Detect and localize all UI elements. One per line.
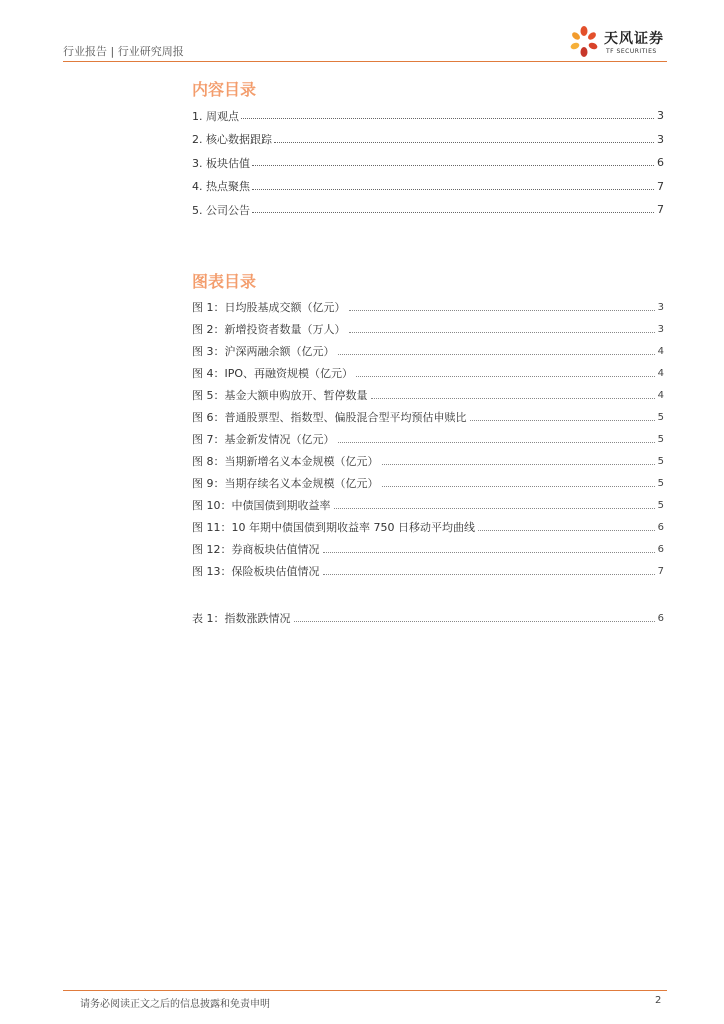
figure-item-label: 图 13：保险板块估值情况 xyxy=(192,565,320,578)
table-item-label: 表 1：指数涨跌情况 xyxy=(192,612,291,625)
toc-item-page: 3 xyxy=(657,109,664,123)
leader-dots xyxy=(323,574,655,575)
leader-dots xyxy=(338,442,655,443)
figure-item-label: 图 3：沪深两融余额（亿元） xyxy=(192,345,335,358)
report-category: 行业报告 | 行业研究周报 xyxy=(63,45,184,58)
leader-dots xyxy=(349,332,655,333)
footer-disclaimer: 请务必阅读正文之后的信息披露和免责申明 xyxy=(80,999,270,1010)
toc-item-label: 3. 板块估值 xyxy=(192,156,250,170)
tables-list xyxy=(192,607,664,629)
leader-dots xyxy=(382,464,655,465)
table-item-page: 6 xyxy=(657,612,664,624)
leader-dots xyxy=(356,376,655,377)
toc-item-page: 7 xyxy=(657,179,664,193)
figure-item-label: 图 8：当期新增名义本金规模（亿元） xyxy=(192,455,379,468)
figure-item-label: 图 10：中债国债到期收益率 xyxy=(192,499,331,512)
logo-english-name: TF SECURITIES xyxy=(606,48,657,55)
figure-item-page: 4 xyxy=(657,367,664,379)
figure-item[interactable] xyxy=(192,516,664,538)
figure-item-page: 5 xyxy=(657,477,664,489)
figure-item-label: 图 4：IPO、再融资规模（亿元） xyxy=(192,367,354,380)
tf-logo-icon xyxy=(568,24,600,60)
figure-item-page: 3 xyxy=(657,323,664,335)
figure-item[interactable] xyxy=(192,494,664,516)
leader-dots xyxy=(371,398,655,399)
leader-dots xyxy=(478,530,655,531)
toc-item-label: 5. 公司公告 xyxy=(192,203,250,217)
toc-list xyxy=(192,104,664,222)
toc-item[interactable] xyxy=(192,198,664,222)
page-number: 2 xyxy=(655,995,662,1006)
company-logo xyxy=(568,24,678,62)
figure-item-page: 6 xyxy=(657,521,664,533)
leader-dots xyxy=(294,621,655,622)
figure-item[interactable] xyxy=(192,428,664,450)
figure-item[interactable] xyxy=(192,384,664,406)
figure-item-label: 图 5：基金大额申购放开、暂停数量 xyxy=(192,389,368,402)
toc-item-label: 2. 核心数据跟踪 xyxy=(192,133,272,147)
figure-item[interactable] xyxy=(192,560,664,582)
leader-dots xyxy=(252,212,654,213)
figure-item-page: 4 xyxy=(657,345,664,357)
figure-item-page: 6 xyxy=(657,543,664,555)
figure-item-page: 3 xyxy=(657,301,664,313)
figures-list xyxy=(192,296,664,582)
figure-item-page: 5 xyxy=(657,433,664,445)
figure-item-page: 5 xyxy=(657,499,664,511)
footer-divider xyxy=(63,990,667,991)
toc-item-page: 7 xyxy=(657,203,664,217)
figures-title: 图表目录 xyxy=(192,272,257,291)
figure-item[interactable] xyxy=(192,406,664,428)
toc-item[interactable] xyxy=(192,104,664,128)
figure-item-label: 图 9：当期存续名义本金规模（亿元） xyxy=(192,477,379,490)
figure-item-label: 图 12：券商板块估值情况 xyxy=(192,543,320,556)
figure-item[interactable] xyxy=(192,340,664,362)
figure-item-label: 图 1：日均股基成交额（亿元） xyxy=(192,301,346,314)
toc-item[interactable] xyxy=(192,175,664,199)
figure-item[interactable] xyxy=(192,318,664,340)
leader-dots xyxy=(241,118,654,119)
leader-dots xyxy=(349,310,655,311)
leader-dots xyxy=(323,552,655,553)
figure-item-label: 图 11：10 年期中债国债到期收益率 750 日移动平均曲线 xyxy=(192,521,475,534)
toc-item-page: 6 xyxy=(657,156,664,170)
figure-item-page: 7 xyxy=(657,565,664,577)
figure-item-page: 5 xyxy=(657,455,664,467)
table-item[interactable] xyxy=(192,607,664,629)
figure-item-label: 图 7：基金新发情况（亿元） xyxy=(192,433,335,446)
leader-dots xyxy=(334,508,655,509)
leader-dots xyxy=(274,142,654,143)
toc-item-label: 1. 周观点 xyxy=(192,109,239,123)
toc-item[interactable] xyxy=(192,151,664,175)
figure-item-label: 图 6：普通股票型、指数型、偏股混合型平均预估申赎比 xyxy=(192,411,467,424)
toc-title: 内容目录 xyxy=(192,80,257,99)
figure-item[interactable] xyxy=(192,450,664,472)
leader-dots xyxy=(252,189,654,190)
figure-item[interactable] xyxy=(192,538,664,560)
toc-item[interactable] xyxy=(192,128,664,152)
toc-item-label: 4. 热点聚焦 xyxy=(192,180,250,194)
figure-item[interactable] xyxy=(192,472,664,494)
leader-dots xyxy=(470,420,655,421)
leader-dots xyxy=(252,165,654,166)
figure-item[interactable] xyxy=(192,362,664,384)
figure-item-page: 4 xyxy=(657,389,664,401)
toc-item-page: 3 xyxy=(657,132,664,146)
leader-dots xyxy=(338,354,655,355)
figure-item-label: 图 2：新增投资者数量（万人） xyxy=(192,323,346,336)
figure-item[interactable] xyxy=(192,296,664,318)
leader-dots xyxy=(382,486,655,487)
figure-item-page: 5 xyxy=(657,411,664,423)
logo-chinese-name: 天风证券 xyxy=(604,31,664,47)
